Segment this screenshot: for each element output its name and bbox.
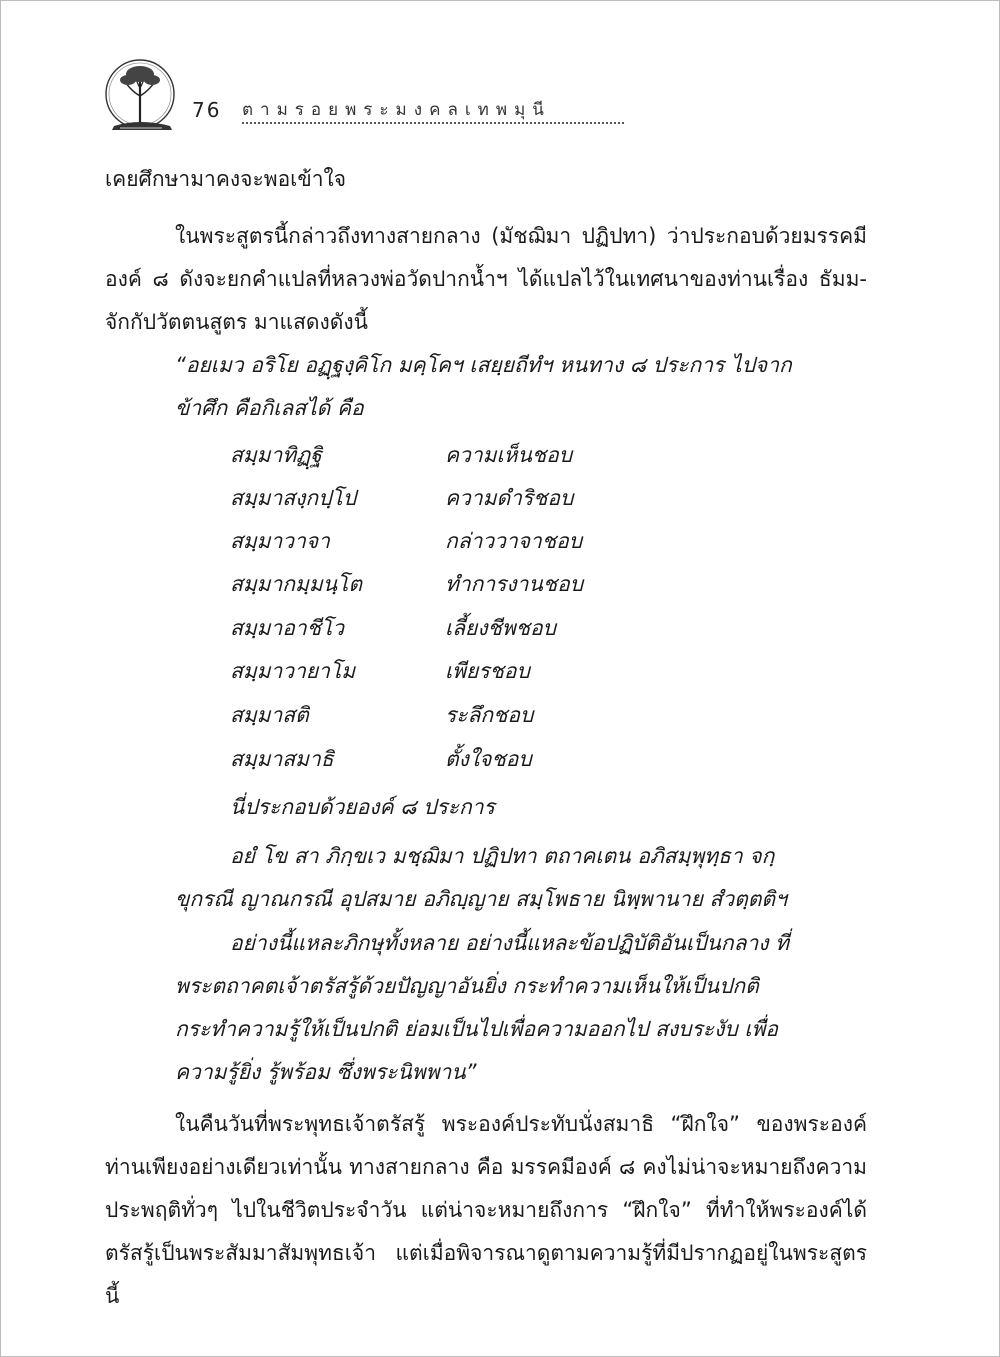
path-summary-line: [230, 786, 790, 829]
thai-translation: เลี้ยงชีพชอบ: [445, 616, 556, 640]
thai-translation: ความดำริชอบ: [445, 486, 574, 510]
page-number: 76: [192, 98, 222, 122]
pali-term: สมฺมาวาจา: [230, 529, 330, 553]
path-factor-row: [230, 650, 790, 693]
thai-translation: ความเห็นชอบ: [445, 443, 573, 467]
pali-term: สมฺมาสติ: [230, 703, 309, 727]
thai-translation: กล่าววาจาชอบ: [445, 529, 583, 553]
pali-term: สมฺมาสมาธิ: [230, 747, 334, 771]
path-factor-row: [230, 694, 790, 737]
path-factor-row: [230, 563, 790, 606]
thai-translation: เพียรชอบ: [445, 659, 530, 683]
quote-thai-translation: อย่างนี้แหละภิกษุทั้งหลาย อย่างนี้แหละข้อปฏิบัติอันเป็นกลาง ที่พระตถาคตเจ้าตรัสรู้ด้วยปัญญาอันยิ่ง กระทำความเห็นให้เป็นปกติ กระทำความรู้ให้เป็นปกติ ย่อมเป็นไปเพื่อความออกไป สงบระงับ เพื่อความรู้ยิ่ง รู้พร้อม ซึ่งพระนิพพาน”: [175, 931, 790, 1084]
thai-translation: ตั้งใจชอบ: [445, 747, 532, 771]
thai-translation: ระลึกชอบ: [445, 703, 534, 727]
pali-term: สมฺมาทิฏฺฐิ: [230, 443, 322, 467]
pali-term: สมฺมาวายาโม: [230, 659, 356, 683]
path-summary-text: นี่ประกอบด้วยองค์ ๘ ประการ: [230, 795, 495, 819]
quote-eightfold-intro: “อยเมว อริโย อฏฺฐงฺคิโก มคฺโคฯ เสยฺยถีทํฯ หนทาง ๘ ประการ ไปจากข้าศึก คือกิเลสได้ คือ: [175, 353, 792, 420]
thai-translation: ทำการงานชอบ: [445, 572, 584, 596]
path-factor-row: [230, 607, 790, 650]
header-dotted-rule: [242, 122, 624, 124]
paragraph-enlightenment: ในคืนวันที่พระพุทธเจ้าตรัสรู้ พระองค์ประทับนั่งสมาธิ “ฝึกใจ” ของพระองค์ท่านเพียงอย่างเดียวเท่านั้น ทางสายกลาง คือ มรรคมีองค์ ๘ คงไม่น่าจะหมายถึงความประพฤติทั่วๆ ไปในชีวิตประจำวัน แต่น่าจะหมายถึงการ “ฝึกใจ” ที่ทำให้พระองค์ได้ตรัสรู้เป็นพระสัมมาสัมพุทธเจ้า แต่เมื่อพิจารณาดูตามความรู้ที่มีปรากฏอยู่ในพระสูตรนี้: [105, 1112, 867, 1308]
bodhi-tree-logo: [100, 52, 186, 138]
path-factor-row: [230, 477, 790, 520]
path-factor-row: [230, 738, 790, 781]
paragraph-middle-way: ในพระสูตรนี้กล่าวถึงทางสายกลาง (มัชฌิมา ปฏิปทา) ว่าประกอบด้วยมรรคมีองค์ ๘ ดังจะยกคำแปลที่หลวงพ่อวัดปากน้ำฯ ได้แปลไว้ในเทศนาของท่านเรื่อง ธัมม-จักกัปวัตตนสูตร มาแสดงดังนี้: [105, 224, 867, 334]
page-header: [100, 52, 580, 142]
pali-term: สมฺมากมฺมนฺโต: [230, 572, 362, 596]
path-factor-row: [230, 520, 790, 563]
pali-term: สมฺมาอาชีโว: [230, 616, 345, 640]
pali-term: สมฺมาสงฺกปฺโป: [230, 486, 357, 510]
paragraph-continuation: เคยศึกษามาคงจะพอเข้าใจ: [105, 167, 347, 191]
path-factor-row: [230, 434, 790, 477]
quote-pali-passage: อยํ โข สา ภิกฺขเว มชฺฌิมา ปฏิปทา ตถาคเตน อภิสมฺพุทฺธา จกฺขุกรณี ญาณกรณี อุปสมาย อภิญฺญาย สมฺโพธาย นิพฺพานาย สํวตฺตติฯ: [175, 844, 787, 911]
running-title: ตามรอยพระมงคลเทพมุนี: [242, 100, 551, 120]
